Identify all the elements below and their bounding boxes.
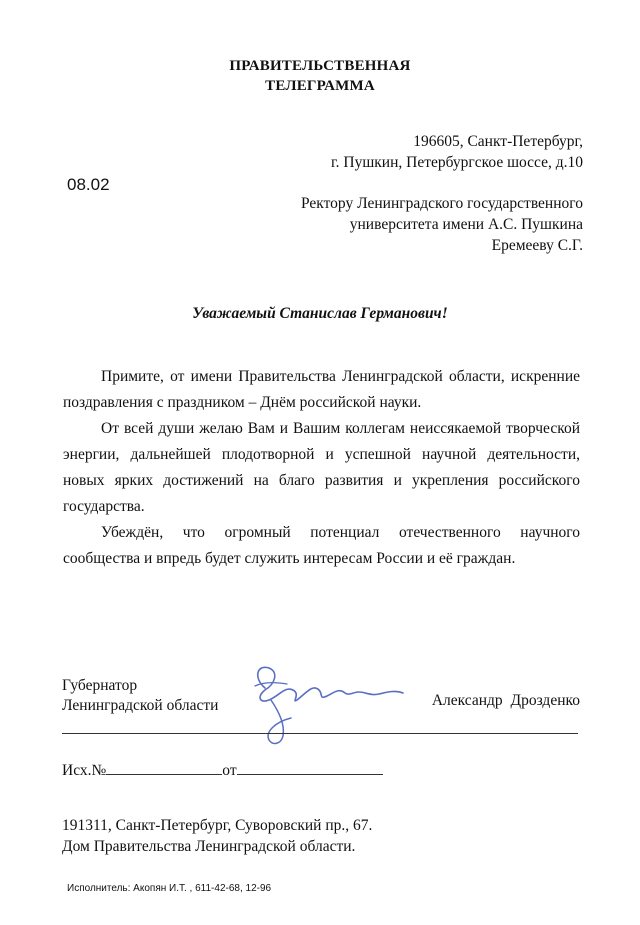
address-line-1: 196605, Санкт-Петербург, <box>413 133 583 150</box>
recipient-line-3: Еремееву С.Г. <box>491 237 583 254</box>
title-line-1: ПРАВИТЕЛЬСТВЕННАЯ <box>229 58 411 74</box>
sender-address <box>62 815 372 857</box>
signature-divider <box>62 733 578 734</box>
outgoing-reference <box>62 758 383 780</box>
signatory-title-line-1: Губернатор <box>62 677 138 694</box>
signatory-title <box>62 676 218 716</box>
letter-body <box>63 364 580 572</box>
recipient-line-1: Ректору Ленинградского государственного <box>300 195 583 212</box>
date-stamp: 08.02 <box>67 175 110 194</box>
salutation: Уважаемый Станислав Германович! <box>192 305 448 322</box>
recipient-block <box>301 193 583 256</box>
outgoing-number-label: Исх.№ <box>62 762 107 779</box>
outgoing-date-blank <box>237 758 383 775</box>
outgoing-number-blank <box>106 758 222 775</box>
recipient-line-2: университета имени А.С. Пушкина <box>349 216 583 233</box>
signatory-title-line-2: Ленинградской области <box>62 697 219 714</box>
body-paragraph-1: Примите, от имени Правительства Ленинградской области, искренние поздравления с праздником – Днём российской науки. <box>63 368 580 411</box>
handwritten-signature <box>235 660 425 755</box>
title-line-2: ТЕЛЕГРАММА <box>265 78 375 94</box>
recipient-address <box>331 131 583 173</box>
executor-note: Исполнитель: Акопян И.Т. , 611-42-68, 12-96 <box>67 883 272 894</box>
body-paragraph-2: От всей души желаю Вам и Вашим коллегам неиссякаемой творческой энергии, дальнейшей плодотворной и успешной научной деятельности, новых ярких достижений на благо развития и укрепления российского государства. <box>63 420 580 515</box>
document-title <box>0 56 640 96</box>
body-paragraph-3: Убеждён, что огромный потенциал отечественного научного сообщества и впредь будет служить интересам России и её граждан. <box>63 524 580 567</box>
sender-address-line-1: 191311, Санкт-Петербург, Суворовский пр., 67. <box>62 817 373 834</box>
address-line-2: г. Пушкин, Петербургское шоссе, д.10 <box>331 154 583 171</box>
outgoing-date-label: от <box>222 762 237 779</box>
sender-address-line-2: Дом Правительства Ленинградской области. <box>62 838 356 855</box>
signatory-name: Александр Дрозденко <box>431 692 580 709</box>
